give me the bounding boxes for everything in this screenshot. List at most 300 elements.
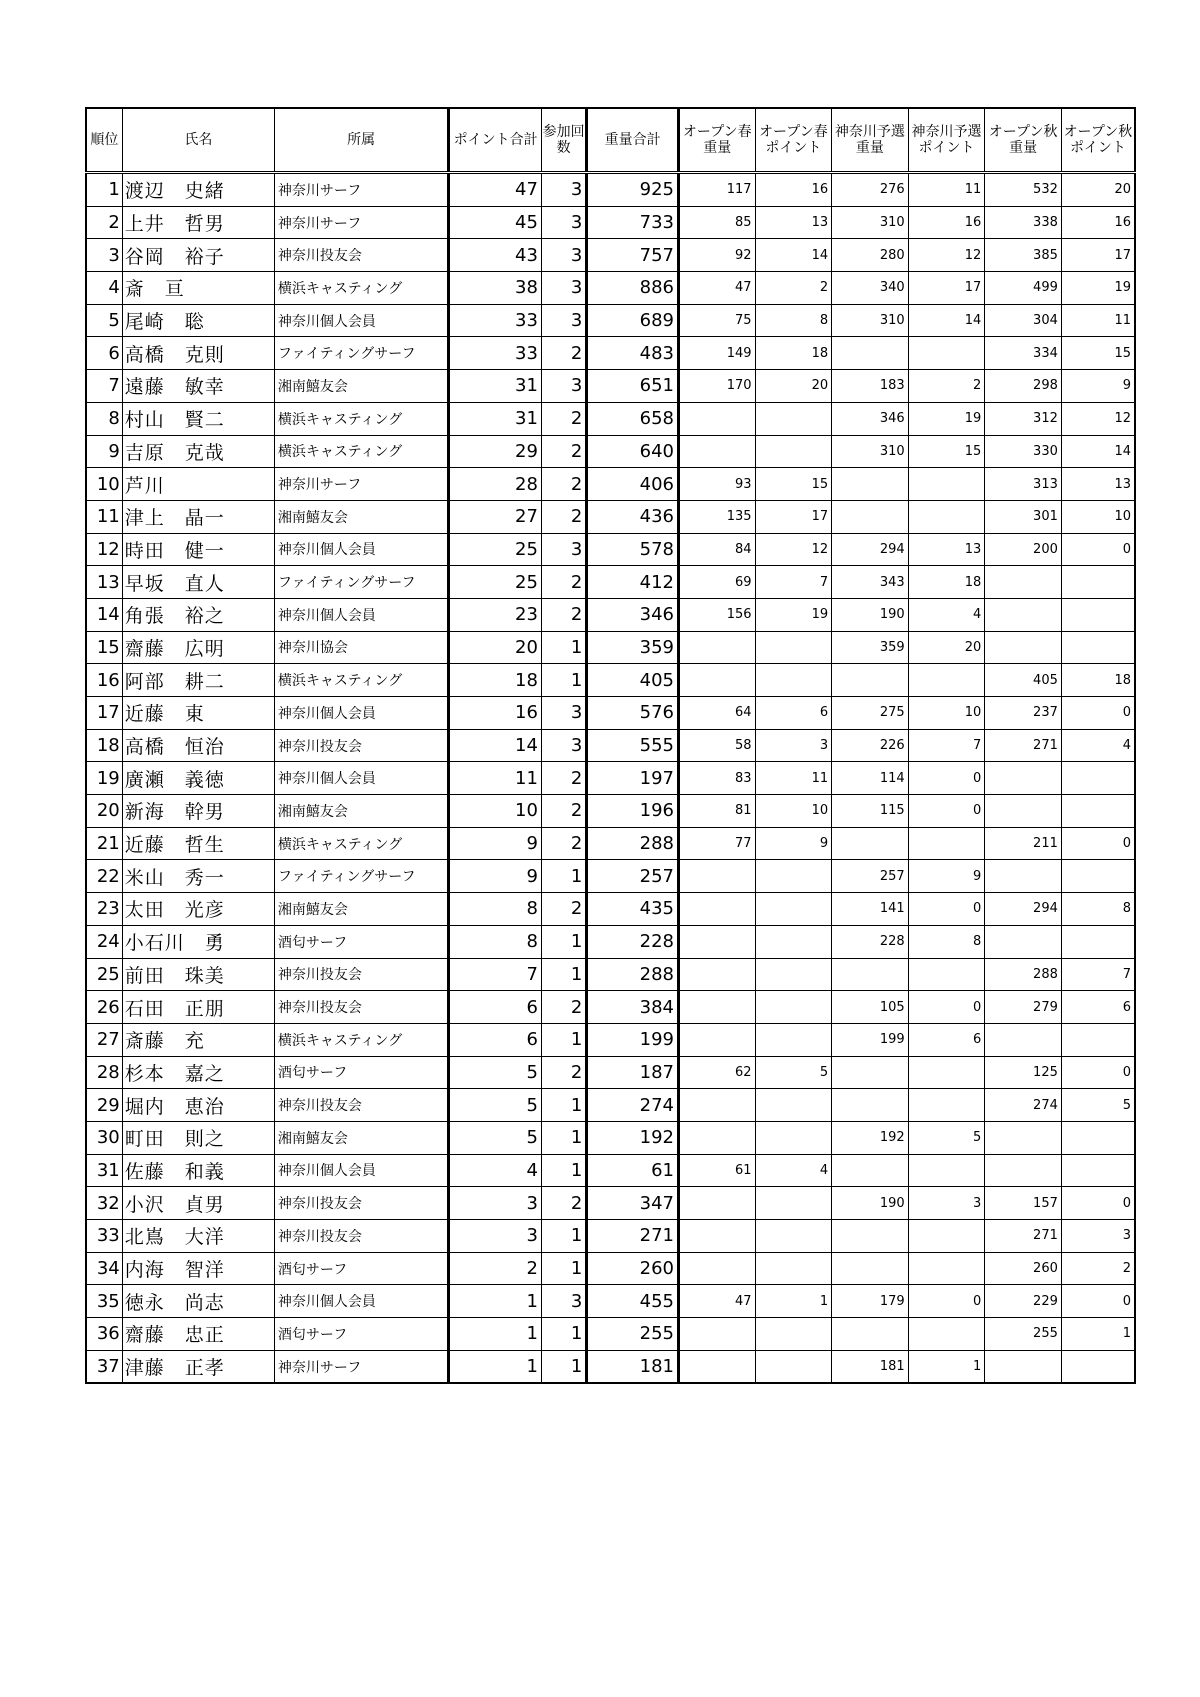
- open-spring-points-cell: [755, 958, 832, 991]
- open-autumn-weight-cell: 237: [985, 697, 1062, 730]
- open-spring-weight-cell: 47: [678, 1285, 755, 1318]
- open-spring-weight-cell: [678, 1023, 755, 1056]
- open-spring-points-cell: [755, 925, 832, 958]
- open-autumn-weight-cell: [985, 1121, 1062, 1154]
- participation-cell: 1: [541, 925, 586, 958]
- rank-cell: 2: [86, 206, 122, 239]
- kanagawa-points-cell: [908, 958, 985, 991]
- open-spring-weight-cell: [678, 1252, 755, 1285]
- weight-total-cell: 455: [587, 1285, 679, 1318]
- open-spring-points-cell: 5: [755, 1056, 832, 1089]
- points-total-cell: 1: [449, 1318, 542, 1351]
- ranking-sheet: [85, 107, 1136, 1384]
- open-spring-weight-cell: 69: [678, 566, 755, 599]
- open-autumn-points-cell: [1061, 1154, 1135, 1187]
- affiliation-cell: 酒匂サーフ: [274, 1318, 448, 1351]
- open-spring-points-cell: [755, 402, 832, 435]
- kanagawa-points-cell: 18: [908, 566, 985, 599]
- name-cell: 尾崎 聡: [122, 304, 274, 337]
- open-spring-points-cell: 8: [755, 304, 832, 337]
- kanagawa-weight-cell: 228: [832, 925, 909, 958]
- affiliation-cell: ファイティングサーフ: [274, 566, 448, 599]
- table-row: [86, 1318, 1135, 1351]
- weight-total-cell: 405: [587, 664, 679, 697]
- affiliation-cell: 横浜キャスティング: [274, 272, 448, 305]
- open-autumn-points-cell: 4: [1061, 729, 1135, 762]
- table-row: [86, 1252, 1135, 1285]
- kanagawa-points-cell: 0: [908, 893, 985, 926]
- open-spring-weight-cell: [678, 1318, 755, 1351]
- weight-total-cell: 61: [587, 1154, 679, 1187]
- open-autumn-weight-cell: 200: [985, 533, 1062, 566]
- affiliation-cell: 神奈川投友会: [274, 239, 448, 272]
- open-spring-weight-cell: 156: [678, 598, 755, 631]
- points-total-cell: 45: [449, 206, 542, 239]
- table-row: [86, 729, 1135, 762]
- open-autumn-weight-cell: 385: [985, 239, 1062, 272]
- open-spring-weight-cell: 81: [678, 795, 755, 828]
- table-row: [86, 1056, 1135, 1089]
- name-cell: 渡辺 史緒: [122, 173, 274, 207]
- open-autumn-weight-cell: [985, 795, 1062, 828]
- rank-cell: 9: [86, 435, 122, 468]
- open-spring-points-cell: [755, 991, 832, 1024]
- weight-total-cell: 197: [587, 762, 679, 795]
- name-cell: 太田 光彦: [122, 893, 274, 926]
- points-total-cell: 3: [449, 1187, 542, 1220]
- open-spring-points-cell: 6: [755, 697, 832, 730]
- participation-cell: 2: [541, 566, 586, 599]
- name-cell: 上井 哲男: [122, 206, 274, 239]
- open-autumn-points-cell: 7: [1061, 958, 1135, 991]
- open-autumn-points-cell: 0: [1061, 1187, 1135, 1220]
- open-autumn-weight-cell: [985, 925, 1062, 958]
- open-autumn-points-cell: [1061, 1121, 1135, 1154]
- open-autumn-weight-cell: 125: [985, 1056, 1062, 1089]
- table-row: [86, 566, 1135, 599]
- weight-total-cell: 271: [587, 1220, 679, 1253]
- kanagawa-weight-cell: 280: [832, 239, 909, 272]
- table-row: [86, 925, 1135, 958]
- open-autumn-points-cell: [1061, 566, 1135, 599]
- name-cell: 遠藤 敏幸: [122, 370, 274, 403]
- points-total-cell: 9: [449, 827, 542, 860]
- points-total-cell: 14: [449, 729, 542, 762]
- open-spring-weight-cell: [678, 631, 755, 664]
- kanagawa-weight-cell: [832, 1318, 909, 1351]
- kanagawa-points-cell: 6: [908, 1023, 985, 1056]
- open-spring-points-cell: 1: [755, 1285, 832, 1318]
- kanagawa-weight-cell: 115: [832, 795, 909, 828]
- affiliation-cell: 神奈川個人会員: [274, 533, 448, 566]
- name-cell: 佐藤 和義: [122, 1154, 274, 1187]
- points-total-cell: 5: [449, 1056, 542, 1089]
- open-autumn-weight-cell: [985, 1350, 1062, 1383]
- affiliation-cell: 神奈川サーフ: [274, 1350, 448, 1383]
- name-cell: 徳永 尚志: [122, 1285, 274, 1318]
- open-autumn-points-cell: 18: [1061, 664, 1135, 697]
- rank-cell: 8: [86, 402, 122, 435]
- open-spring-weight-cell: [678, 893, 755, 926]
- points-total-cell: 7: [449, 958, 542, 991]
- affiliation-cell: 横浜キャスティング: [274, 435, 448, 468]
- open-autumn-points-cell: [1061, 598, 1135, 631]
- rank-cell: 19: [86, 762, 122, 795]
- points-total-cell: 9: [449, 860, 542, 893]
- header-kanagawa-weight: 神奈川予選重量: [832, 108, 909, 173]
- kanagawa-weight-cell: 181: [832, 1350, 909, 1383]
- rank-cell: 18: [86, 729, 122, 762]
- points-total-cell: 16: [449, 697, 542, 730]
- weight-total-cell: 257: [587, 860, 679, 893]
- open-autumn-points-cell: 0: [1061, 533, 1135, 566]
- affiliation-cell: 横浜キャスティング: [274, 402, 448, 435]
- participation-cell: 2: [541, 762, 586, 795]
- kanagawa-points-cell: 10: [908, 697, 985, 730]
- name-cell: 高橋 克則: [122, 337, 274, 370]
- open-autumn-points-cell: 8: [1061, 893, 1135, 926]
- participation-cell: 2: [541, 827, 586, 860]
- name-cell: 新海 幹男: [122, 795, 274, 828]
- participation-cell: 1: [541, 1089, 586, 1122]
- open-spring-weight-cell: 93: [678, 468, 755, 501]
- open-spring-points-cell: 19: [755, 598, 832, 631]
- open-autumn-weight-cell: 338: [985, 206, 1062, 239]
- kanagawa-weight-cell: [832, 500, 909, 533]
- points-total-cell: 2: [449, 1252, 542, 1285]
- rank-cell: 23: [86, 893, 122, 926]
- kanagawa-weight-cell: 114: [832, 762, 909, 795]
- table-row: [86, 370, 1135, 403]
- affiliation-cell: 神奈川投友会: [274, 991, 448, 1024]
- name-cell: 斎 亘: [122, 272, 274, 305]
- kanagawa-points-cell: [908, 1089, 985, 1122]
- weight-total-cell: 886: [587, 272, 679, 305]
- affiliation-cell: 酒匂サーフ: [274, 1056, 448, 1089]
- open-autumn-points-cell: 16: [1061, 206, 1135, 239]
- name-cell: 石田 正朋: [122, 991, 274, 1024]
- header-rank: 順位: [86, 108, 122, 173]
- open-autumn-weight-cell: 211: [985, 827, 1062, 860]
- open-autumn-points-cell: 14: [1061, 435, 1135, 468]
- points-total-cell: 1: [449, 1350, 542, 1383]
- weight-total-cell: 640: [587, 435, 679, 468]
- open-spring-weight-cell: 83: [678, 762, 755, 795]
- open-spring-points-cell: [755, 435, 832, 468]
- table-row: [86, 958, 1135, 991]
- open-autumn-points-cell: 17: [1061, 239, 1135, 272]
- open-spring-weight-cell: 149: [678, 337, 755, 370]
- table-row: [86, 860, 1135, 893]
- affiliation-cell: 神奈川投友会: [274, 1220, 448, 1253]
- open-spring-weight-cell: [678, 1187, 755, 1220]
- participation-cell: 1: [541, 664, 586, 697]
- open-autumn-weight-cell: 271: [985, 729, 1062, 762]
- open-autumn-points-cell: 2: [1061, 1252, 1135, 1285]
- weight-total-cell: 274: [587, 1089, 679, 1122]
- open-spring-points-cell: [755, 1121, 832, 1154]
- open-autumn-weight-cell: 279: [985, 991, 1062, 1024]
- rank-cell: 26: [86, 991, 122, 1024]
- open-autumn-points-cell: 15: [1061, 337, 1135, 370]
- name-cell: 齋藤 広明: [122, 631, 274, 664]
- kanagawa-weight-cell: 190: [832, 1187, 909, 1220]
- participation-cell: 3: [541, 1285, 586, 1318]
- open-spring-weight-cell: 47: [678, 272, 755, 305]
- affiliation-cell: 湘南鱚友会: [274, 1121, 448, 1154]
- table-row: [86, 1154, 1135, 1187]
- kanagawa-weight-cell: [832, 1089, 909, 1122]
- affiliation-cell: 神奈川サーフ: [274, 206, 448, 239]
- affiliation-cell: 横浜キャスティング: [274, 827, 448, 860]
- kanagawa-points-cell: 5: [908, 1121, 985, 1154]
- open-autumn-points-cell: 0: [1061, 1056, 1135, 1089]
- open-spring-weight-cell: [678, 1121, 755, 1154]
- points-total-cell: 31: [449, 402, 542, 435]
- affiliation-cell: 神奈川投友会: [274, 1089, 448, 1122]
- ranking-table: [85, 107, 1136, 1384]
- open-autumn-weight-cell: [985, 860, 1062, 893]
- table-row: [86, 827, 1135, 860]
- open-spring-weight-cell: [678, 860, 755, 893]
- open-spring-weight-cell: 92: [678, 239, 755, 272]
- weight-total-cell: 288: [587, 827, 679, 860]
- open-autumn-weight-cell: 330: [985, 435, 1062, 468]
- open-spring-weight-cell: 64: [678, 697, 755, 730]
- table-row: [86, 1220, 1135, 1253]
- kanagawa-points-cell: [908, 500, 985, 533]
- affiliation-cell: 神奈川個人会員: [274, 598, 448, 631]
- open-autumn-points-cell: [1061, 1023, 1135, 1056]
- open-autumn-weight-cell: [985, 762, 1062, 795]
- kanagawa-weight-cell: 257: [832, 860, 909, 893]
- weight-total-cell: 255: [587, 1318, 679, 1351]
- rank-cell: 10: [86, 468, 122, 501]
- table-row: [86, 173, 1135, 207]
- rank-cell: 11: [86, 500, 122, 533]
- weight-total-cell: 288: [587, 958, 679, 991]
- table-row: [86, 664, 1135, 697]
- table-row: [86, 631, 1135, 664]
- open-spring-points-cell: 14: [755, 239, 832, 272]
- participation-cell: 2: [541, 991, 586, 1024]
- open-spring-weight-cell: [678, 1220, 755, 1253]
- affiliation-cell: 神奈川個人会員: [274, 697, 448, 730]
- participation-cell: 2: [541, 468, 586, 501]
- open-autumn-points-cell: 0: [1061, 697, 1135, 730]
- affiliation-cell: 神奈川サーフ: [274, 173, 448, 207]
- table-row: [86, 304, 1135, 337]
- open-autumn-weight-cell: 312: [985, 402, 1062, 435]
- table-row: [86, 762, 1135, 795]
- header-open-autumn-points: オープン秋ポイント: [1061, 108, 1135, 173]
- affiliation-cell: 横浜キャスティング: [274, 1023, 448, 1056]
- name-cell: 谷岡 裕子: [122, 239, 274, 272]
- open-spring-weight-cell: 85: [678, 206, 755, 239]
- open-autumn-weight-cell: [985, 566, 1062, 599]
- rank-cell: 1: [86, 173, 122, 207]
- name-cell: 斎藤 充: [122, 1023, 274, 1056]
- kanagawa-weight-cell: 105: [832, 991, 909, 1024]
- weight-total-cell: 733: [587, 206, 679, 239]
- kanagawa-points-cell: 19: [908, 402, 985, 435]
- name-cell: 津藤 正孝: [122, 1350, 274, 1383]
- participation-cell: 1: [541, 1350, 586, 1383]
- affiliation-cell: 神奈川個人会員: [274, 304, 448, 337]
- open-spring-weight-cell: 62: [678, 1056, 755, 1089]
- open-spring-points-cell: 17: [755, 500, 832, 533]
- kanagawa-weight-cell: [832, 958, 909, 991]
- open-spring-points-cell: 15: [755, 468, 832, 501]
- name-cell: 角張 裕之: [122, 598, 274, 631]
- points-total-cell: 23: [449, 598, 542, 631]
- kanagawa-points-cell: 9: [908, 860, 985, 893]
- open-spring-weight-cell: [678, 664, 755, 697]
- kanagawa-weight-cell: 179: [832, 1285, 909, 1318]
- name-cell: 齋藤 忠正: [122, 1318, 274, 1351]
- name-cell: 津上 晶一: [122, 500, 274, 533]
- rank-cell: 29: [86, 1089, 122, 1122]
- open-spring-points-cell: 12: [755, 533, 832, 566]
- open-spring-points-cell: 13: [755, 206, 832, 239]
- table-row: [86, 435, 1135, 468]
- open-spring-points-cell: 3: [755, 729, 832, 762]
- table-row: [86, 1350, 1135, 1383]
- rank-cell: 27: [86, 1023, 122, 1056]
- kanagawa-points-cell: 20: [908, 631, 985, 664]
- table-row: [86, 206, 1135, 239]
- header-open-spring-points: オープン春ポイント: [755, 108, 832, 173]
- weight-total-cell: 689: [587, 304, 679, 337]
- weight-total-cell: 578: [587, 533, 679, 566]
- rank-cell: 7: [86, 370, 122, 403]
- open-autumn-weight-cell: 334: [985, 337, 1062, 370]
- open-autumn-weight-cell: 298: [985, 370, 1062, 403]
- header-weight-total: 重量合計: [587, 108, 679, 173]
- rank-cell: 21: [86, 827, 122, 860]
- participation-cell: 3: [541, 370, 586, 403]
- weight-total-cell: 406: [587, 468, 679, 501]
- open-autumn-points-cell: [1061, 1350, 1135, 1383]
- participation-cell: 1: [541, 958, 586, 991]
- open-spring-points-cell: [755, 1220, 832, 1253]
- rank-cell: 24: [86, 925, 122, 958]
- open-autumn-weight-cell: 499: [985, 272, 1062, 305]
- header-affiliation: 所属: [274, 108, 448, 173]
- participation-cell: 1: [541, 631, 586, 664]
- weight-total-cell: 260: [587, 1252, 679, 1285]
- weight-total-cell: 347: [587, 1187, 679, 1220]
- kanagawa-points-cell: 0: [908, 762, 985, 795]
- open-autumn-points-cell: 3: [1061, 1220, 1135, 1253]
- open-autumn-weight-cell: 271: [985, 1220, 1062, 1253]
- header-participation: 参加回数: [541, 108, 586, 173]
- participation-cell: 1: [541, 1023, 586, 1056]
- kanagawa-points-cell: [908, 664, 985, 697]
- table-row: [86, 402, 1135, 435]
- kanagawa-weight-cell: 190: [832, 598, 909, 631]
- points-total-cell: 3: [449, 1220, 542, 1253]
- open-spring-weight-cell: 61: [678, 1154, 755, 1187]
- weight-total-cell: 757: [587, 239, 679, 272]
- kanagawa-weight-cell: [832, 1252, 909, 1285]
- open-spring-weight-cell: 170: [678, 370, 755, 403]
- open-spring-points-cell: [755, 1318, 832, 1351]
- open-spring-points-cell: 4: [755, 1154, 832, 1187]
- open-autumn-points-cell: 9: [1061, 370, 1135, 403]
- weight-total-cell: 228: [587, 925, 679, 958]
- points-total-cell: 8: [449, 893, 542, 926]
- open-autumn-points-cell: [1061, 795, 1135, 828]
- rank-cell: 17: [86, 697, 122, 730]
- rank-cell: 4: [86, 272, 122, 305]
- open-autumn-weight-cell: 229: [985, 1285, 1062, 1318]
- open-autumn-weight-cell: 304: [985, 304, 1062, 337]
- affiliation-cell: 横浜キャスティング: [274, 664, 448, 697]
- open-spring-weight-cell: [678, 958, 755, 991]
- open-spring-points-cell: 20: [755, 370, 832, 403]
- open-spring-points-cell: 2: [755, 272, 832, 305]
- open-autumn-points-cell: 6: [1061, 991, 1135, 1024]
- open-autumn-weight-cell: 157: [985, 1187, 1062, 1220]
- points-total-cell: 28: [449, 468, 542, 501]
- participation-cell: 2: [541, 435, 586, 468]
- open-spring-points-cell: [755, 664, 832, 697]
- participation-cell: 2: [541, 402, 586, 435]
- open-autumn-points-cell: 12: [1061, 402, 1135, 435]
- open-spring-points-cell: [755, 1252, 832, 1285]
- kanagawa-weight-cell: 276: [832, 173, 909, 207]
- open-autumn-weight-cell: 288: [985, 958, 1062, 991]
- table-row: [86, 1121, 1135, 1154]
- affiliation-cell: ファイティングサーフ: [274, 860, 448, 893]
- name-cell: 小石川 勇: [122, 925, 274, 958]
- participation-cell: 2: [541, 1187, 586, 1220]
- affiliation-cell: 湘南鱚友会: [274, 795, 448, 828]
- table-row: [86, 598, 1135, 631]
- open-spring-points-cell: [755, 631, 832, 664]
- weight-total-cell: 925: [587, 173, 679, 207]
- rank-cell: 6: [86, 337, 122, 370]
- points-total-cell: 33: [449, 304, 542, 337]
- participation-cell: 2: [541, 500, 586, 533]
- header-open-spring-weight: オープン春重量: [678, 108, 755, 173]
- open-spring-weight-cell: 135: [678, 500, 755, 533]
- name-cell: 時田 健一: [122, 533, 274, 566]
- participation-cell: 2: [541, 337, 586, 370]
- open-autumn-weight-cell: 405: [985, 664, 1062, 697]
- open-spring-weight-cell: 117: [678, 173, 755, 207]
- affiliation-cell: 神奈川個人会員: [274, 762, 448, 795]
- affiliation-cell: ファイティングサーフ: [274, 337, 448, 370]
- open-spring-weight-cell: [678, 925, 755, 958]
- participation-cell: 1: [541, 1121, 586, 1154]
- weight-total-cell: 576: [587, 697, 679, 730]
- kanagawa-weight-cell: 275: [832, 697, 909, 730]
- open-autumn-points-cell: [1061, 860, 1135, 893]
- open-autumn-weight-cell: 294: [985, 893, 1062, 926]
- open-spring-weight-cell: [678, 1089, 755, 1122]
- open-spring-points-cell: 18: [755, 337, 832, 370]
- rank-cell: 33: [86, 1220, 122, 1253]
- table-row: [86, 337, 1135, 370]
- points-total-cell: 1: [449, 1285, 542, 1318]
- affiliation-cell: 湘南鱚友会: [274, 500, 448, 533]
- affiliation-cell: 神奈川個人会員: [274, 1154, 448, 1187]
- kanagawa-points-cell: 16: [908, 206, 985, 239]
- points-total-cell: 10: [449, 795, 542, 828]
- kanagawa-weight-cell: 359: [832, 631, 909, 664]
